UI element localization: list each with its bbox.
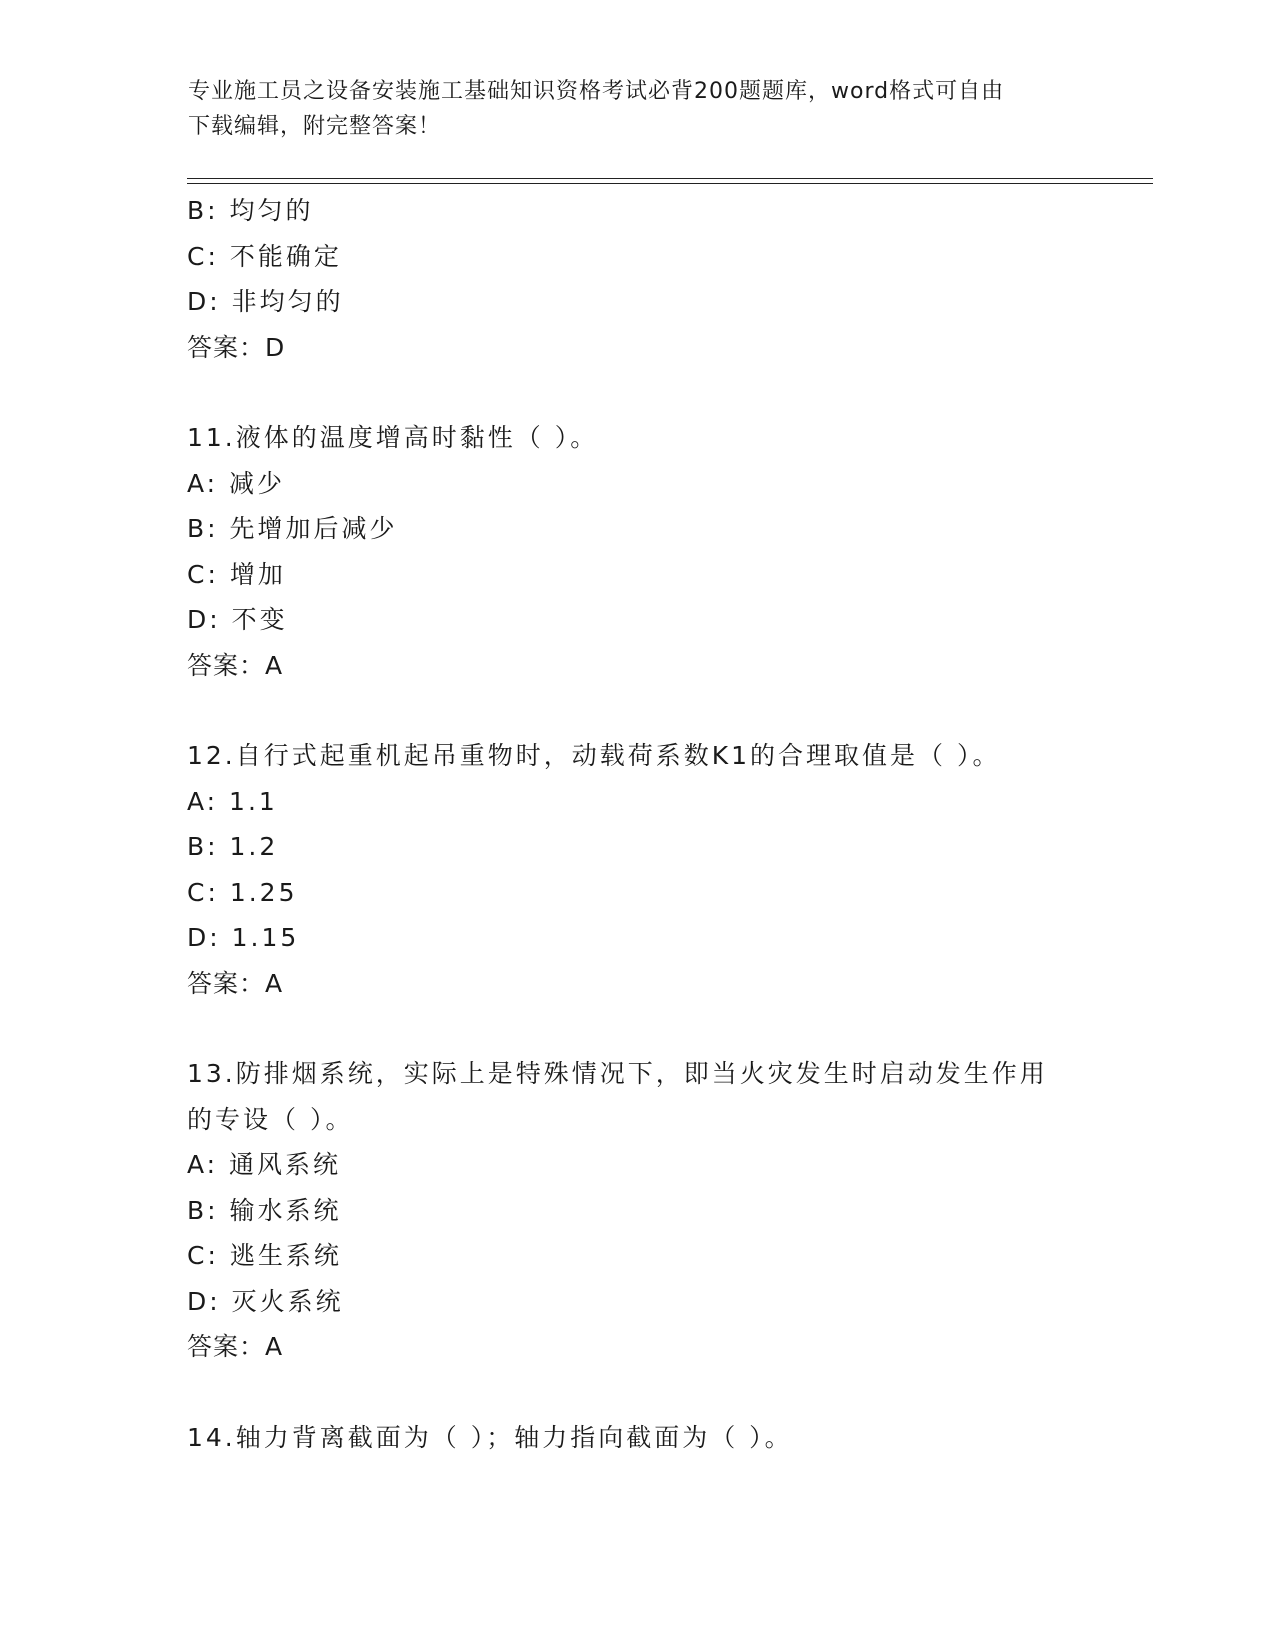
option-b: B: 均匀的 bbox=[187, 196, 314, 225]
option-b: B: 1.2 bbox=[187, 832, 279, 861]
question-12 bbox=[187, 733, 1147, 1006]
question-text: 12.自行式起重机起吊重物时，动载荷系数K1的合理取值是（ ）。 bbox=[187, 741, 1001, 770]
question-11 bbox=[187, 415, 1147, 688]
document-header bbox=[188, 74, 1088, 144]
header-divider-bottom bbox=[187, 183, 1153, 184]
answer-line: 答案：A bbox=[187, 650, 284, 680]
option-d: D: 灭火系统 bbox=[187, 1286, 344, 1316]
question-list bbox=[187, 188, 1147, 1460]
question-text-line-2: 的专设（ ）。 bbox=[187, 1104, 354, 1134]
option-c: C: 增加 bbox=[187, 559, 286, 589]
option-b: B: 输水系统 bbox=[187, 1195, 342, 1225]
question-10-continued bbox=[187, 188, 1147, 370]
option-a: A: 1.1 bbox=[187, 786, 278, 816]
header-line-2: 下载编辑，附完整答案！ bbox=[188, 114, 442, 139]
question-text: 11.液体的温度增高时黏性（ ）。 bbox=[187, 423, 599, 452]
question-13 bbox=[187, 1051, 1147, 1370]
answer-line: 答案：D bbox=[187, 332, 286, 362]
option-a: A: 通风系统 bbox=[187, 1150, 342, 1179]
option-b: B: 先增加后减少 bbox=[187, 514, 398, 543]
question-text: 14.轴力背离截面为（ ）；轴力指向截面为（ ）。 bbox=[187, 1422, 793, 1452]
option-c: C: 1.25 bbox=[187, 877, 298, 907]
option-a: A: 减少 bbox=[187, 468, 286, 498]
header-line-1: 专业施工员之设备安装施工基础知识资格考试必背200题题库，word格式可自由 bbox=[188, 79, 1005, 104]
option-c: C: 不能确定 bbox=[187, 241, 342, 271]
option-c: C: 逃生系统 bbox=[187, 1241, 342, 1270]
answer-line: 答案：A bbox=[187, 1332, 284, 1361]
option-d: D: 非均匀的 bbox=[187, 287, 344, 316]
answer-line: 答案：A bbox=[187, 968, 284, 998]
option-d: D: 不变 bbox=[187, 605, 288, 634]
header-divider-top bbox=[187, 178, 1153, 179]
question-text-line-1: 13.防排烟系统，实际上是特殊情况下，即当火灾发生时启动发生作用 bbox=[187, 1059, 1048, 1088]
option-d: D: 1.15 bbox=[187, 923, 300, 952]
question-14 bbox=[187, 1415, 1147, 1461]
